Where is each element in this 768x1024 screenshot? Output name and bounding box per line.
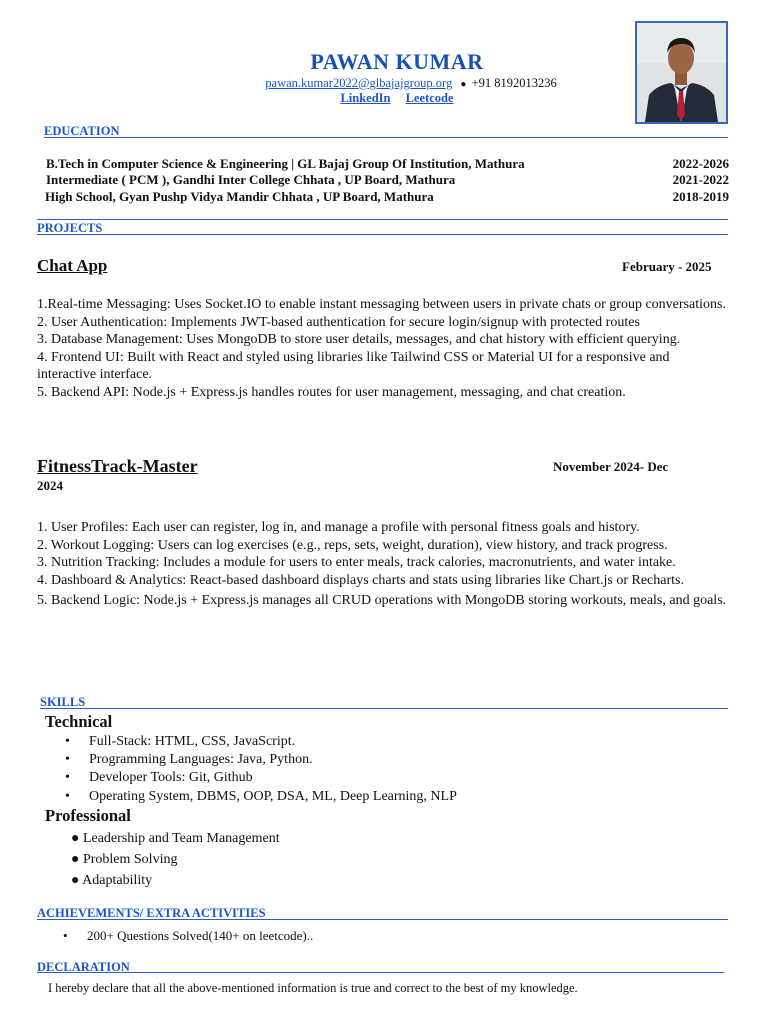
technical-heading: Technical (45, 712, 113, 731)
projects-top-divider (37, 219, 728, 220)
leetcode-link[interactable]: Leetcode (405, 91, 454, 105)
list-item: ● Adaptability (71, 873, 153, 888)
declaration-heading: DECLARATION (37, 960, 130, 974)
declaration-divider (37, 972, 724, 973)
list-item: • Full-Stack: HTML, CSS, JavaScript. (65, 733, 457, 751)
professional-skills-list (71, 828, 280, 891)
email-link[interactable]: pawan.kumar2022@glbajajgroup.org (265, 76, 453, 90)
skills-heading: SKILLS (40, 695, 86, 709)
project-point: 4. Dashboard & Analytics: React-based dashboard displays charts and stats using libraries like Chart.js or Recharts. (37, 572, 684, 588)
education-years: 2021-2022 (672, 172, 729, 187)
project-date-continued: 2024 (37, 478, 63, 493)
project-title: Chat App (37, 256, 108, 275)
declaration-text: I hereby declare that all the above-mentioned information is true and correct to the best of my knowledge. (48, 981, 578, 995)
education-divider (44, 137, 728, 138)
project-date: November 2024- Dec (553, 459, 669, 474)
project-description (37, 519, 729, 610)
profile-photo (635, 21, 728, 124)
candidate-name: PAWAN KUMAR (310, 49, 484, 74)
skills-divider (40, 708, 728, 709)
project-title: FitnessTrack-Master (37, 456, 198, 476)
achievements-list (63, 927, 313, 945)
education-heading: EDUCATION (44, 124, 120, 138)
project-point: 2. User Authentication: Implements JWT-based authentication for secure login/signup with protected routes (37, 314, 640, 330)
list-item: • Developer Tools: Git, Github (65, 769, 457, 787)
education-row (45, 189, 729, 205)
person-photo-icon (637, 23, 726, 122)
project-point: 1. User Profiles: Each user can register, log in, and manage a profile with personal fitness goals and history. (37, 520, 640, 535)
achievements-divider (37, 919, 728, 920)
education-years: 2018-2019 (672, 189, 729, 204)
technical-skills-list (65, 733, 457, 806)
linkedin-link[interactable]: LinkedIn (340, 91, 391, 105)
project-description (37, 296, 729, 402)
education-degree: B.Tech in Computer Science & Engineering | GL Bajaj Group Of Institution, Mathura (46, 156, 525, 171)
phone-number: +91 8192013236 (471, 76, 557, 90)
project-date: February - 2025 (622, 259, 712, 274)
project-point: 1.Real-time Messaging: Uses Socket.IO to enable instant messaging between users in private chats or group conversations. (37, 297, 726, 312)
education-row (46, 172, 729, 188)
education-degree: Intermediate ( PCM ), Gandhi Inter College Chhata , UP Board, Mathura (46, 172, 456, 187)
achievements-heading: ACHIEVEMENTS/ EXTRA ACTIVITIES (37, 906, 266, 920)
project-point: 4. Frontend UI: Built with React and styled using libraries like Tailwind CSS or Material UI for a responsive and interactive interface. (37, 349, 670, 383)
bullet-separator: ● (460, 79, 467, 90)
project-point: 2. Workout Logging: Users can log exercises (e.g., reps, sets, weight, duration), view history, and track progress. (37, 537, 668, 553)
education-row (46, 156, 729, 172)
list-item: ● Problem Solving (71, 852, 178, 867)
professional-heading: Professional (45, 806, 131, 825)
education-degree: High School, Gyan Pushp Vidya Mandir Chhata , UP Board, Mathura (45, 189, 434, 204)
project-point: 5. Backend Logic: Node.js + Express.js manages all CRUD operations with MongoDB storing workouts, meals, and goals. (37, 593, 727, 609)
list-item: • 200+ Questions Solved(140+ on leetcode).. (63, 927, 313, 945)
projects-heading: PROJECTS (37, 221, 103, 235)
project-point: 3. Nutrition Tracking: Includes a module for users to enter meals, track calories, macronutrients, and water intake. (37, 555, 676, 571)
project-point: 3. Database Management: Uses MongoDB to store user details, messages, and chat history with efficient querying. (37, 332, 681, 348)
projects-divider (37, 234, 728, 235)
project-point: 5. Backend API: Node.js + Express.js handles routes for user management, messaging, and chat creation. (37, 384, 626, 400)
list-item: • Operating System, DBMS, OOP, DSA, ML, Deep Learning, NLP (65, 788, 457, 806)
education-years: 2022-2026 (672, 156, 729, 171)
list-item: ● Leadership and Team Management (71, 831, 280, 846)
list-item: • Programming Languages: Java, Python. (65, 751, 457, 769)
